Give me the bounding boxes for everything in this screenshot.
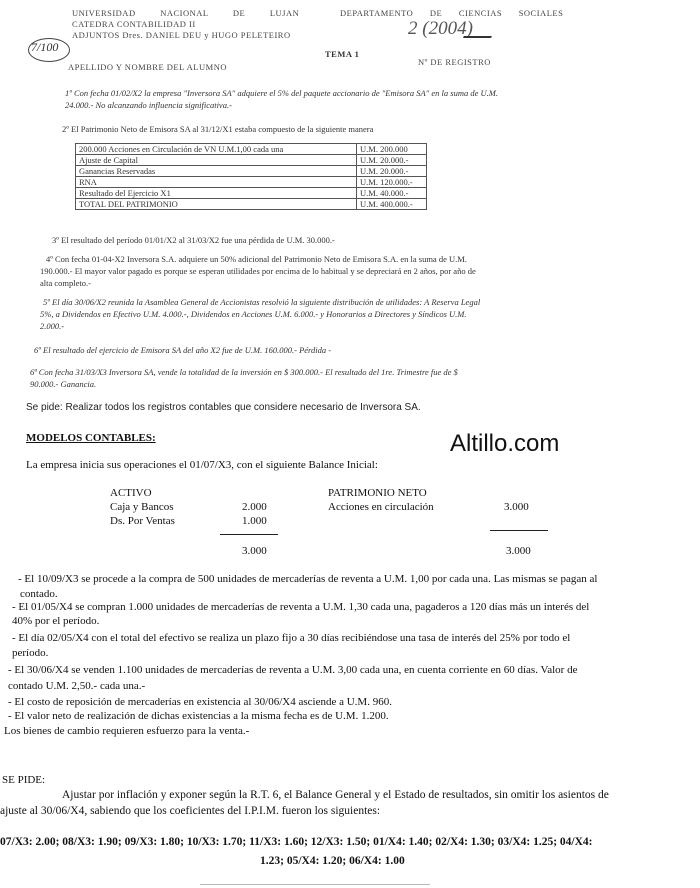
item-5-line-1: 5º El día 30/06/X2 reunida la Asamblea General de Accionistas resolvió la siguiente distribución de utilidades: A Reserva Legal [43,297,481,307]
assets-total: 3.000 [242,545,267,557]
equity-label: Ganancias Reservadas [76,166,357,177]
equity-table [75,143,427,210]
item-2: 2º El Patrimonio Neto de Emisora SA al 31/12/X1 estaba compuesto de la siguiente manera [62,124,374,134]
footer-rule [200,884,430,885]
operation-line: - El día 02/05/X4 con el total del efectivo se realiza un plazo fijo a 30 días recibiéndose una tasa de interés del 25% por todo el [12,632,571,644]
asset-value: 1.000 [242,515,267,527]
operation-line: Los bienes de cambio requieren esfuerzo para la venta.- [4,725,250,737]
operation-line: contado U.M. 2,50.- cada una.- [8,680,146,692]
equity-item-value: 3.000 [504,501,529,513]
item-7-line-2: 90.000.- Ganancia. [30,379,97,389]
equity-value: U.M. 20.000.- [357,155,427,166]
item-4-line-3: alta completo.- [40,278,91,288]
item-5-line-2: 5%, a Dividendos en Efectivo U.M. 4.000.-, Dividendos en Acciones U.M. 6.000.- y Honorarios a Directores y Síndicos U.M. [40,309,467,319]
task-line-2: ajuste al 30/06/X4, sabiendo que los coeficientes del I.P.I.M. fueron los siguientes: [0,805,381,817]
table-row [76,177,427,188]
operation-line: - El valor neto de realización de dichas existencias a la misma fecha es de U.M. 1.200. [8,710,389,722]
operation-line: contado. [20,588,58,600]
equity-label: TOTAL DEL PATRIMONIO [76,199,357,210]
signature-scribble [463,22,497,38]
equity-label: Resultado del Ejercicio X1 [76,188,357,199]
handwritten-code: 2 (2004) [408,18,473,39]
operation-line: 40% por el período. [12,615,100,627]
item-4-line-2: 190.000.- El mayor valor pagado es porque se esperan utilidades por encima de lo habitual y se depreciará en 2 años, por año de [40,266,476,276]
asset-label: Caja y Bancos [110,501,174,513]
operation-line: - El 10/09/X3 se procede a la compra de 500 unidades de mercaderías de reventa a U.M. 1,00 por cada una. Las mismas se pagan al [18,573,598,585]
student-name-label: APELLIDO Y NOMBRE DEL ALUMNO [68,62,227,72]
coefficients-line-2: 1.23; 05/X4: 1.20; 06/X4: 1.00 [260,855,405,867]
intro-line: La empresa inicia sus operaciones el 01/07/X3, con el siguiente Balance Inicial: [26,459,378,471]
equity-total: 3.000 [506,545,531,557]
item-1-line-2: 24.000.- No alcanzando influencia significativa.- [65,100,232,110]
coefficients-line-1: 07/X3: 2.00; 08/X3: 1.90; 09/X3: 1.80; 10/X3: 1.70; 11/X3: 1.60; 12/X3: 1.50; 01/X4: 1.40; 02/X4: 1.30; 03/X4: 1.25; 04/X4: [0,836,593,848]
table-row [76,199,427,210]
item-1-line-1: 1º Con fecha 01/02/X2 la empresa "Inversora SA" adquiere el 5% del paquete accionario de "Emisora SA" en la suma de U.M. [65,88,498,98]
equity-label: RNA [76,177,357,188]
equity-value: U.M. 20.000.- [357,166,427,177]
operation-line: - El costo de reposición de mercaderías en existencia al 30/06/X4 asciende a U.M. 960. [8,696,392,708]
operation-line: - El 30/06/X4 se venden 1.100 unidades de mercaderías de reventa a U.M. 3,00 cada una, en cuenta corriente en 60 días. Valor de [8,664,578,676]
operation-line: período. [12,647,49,659]
equity-item-label: Acciones en circulación [328,501,434,513]
chair-name: CATEDRA CONTABILIDAD II [72,19,196,29]
item-3: 3º El resultado del período 01/01/X2 al 31/03/X2 fue una pérdida de U.M. 30.000.- [52,235,335,245]
department-name: DEPARTAMENTO DE CIENCIAS SOCIALES [340,8,564,18]
models-heading: MODELOS CONTABLES: [26,432,156,444]
equity-label: Ajuste de Capital [76,155,357,166]
table-row [76,155,427,166]
equity-total-rule [490,530,548,531]
equity-value: U.M. 400.000.- [357,199,427,210]
assets-total-rule [220,534,278,535]
watermark-text: Altillo.com [450,430,560,457]
assets-title: ACTIVO [110,487,152,499]
item-4-line-1: 4º Con fecha 01-04-X2 Inversora S.A. adquiere un 50% adicional del Patrimonio Neto de Emisora S.A. en la suma de U.M. [46,254,467,264]
topic-label: TEMA 1 [325,49,360,59]
task-line-1: Ajustar por inflación y exponer según la R.T. 6, el Balance General y el Estado de resultados, sin omitir los asientos de [62,789,609,801]
table-row [76,144,427,155]
equity-value: U.M. 200.000 [357,144,427,155]
equity-title: PATRIMONIO NETO [328,487,427,499]
se-pide-label: SE PIDE: [2,774,46,786]
item-5-line-3: 2.000.- [40,321,65,331]
table-row [76,166,427,177]
equity-value: U.M. 120.000.- [357,177,427,188]
table-row [76,188,427,199]
operation-line: - El 01/05/X4 se compran 1.000 unidades de mercaderías de reventa a U.M. 1,30 cada una, pagaderos a 120 días más un interés del [12,601,590,613]
asset-label: Ds. Por Ventas [110,515,175,527]
request-line: Se pide: Realizar todos los registros contables que considere necesario de Inversora SA. [26,402,421,413]
assistants-line: ADJUNTOS Dres. DANIEL DEU y HUGO PELETEIRO [72,30,291,40]
item-6: 6º El resultado del ejercicio de Emisora SA del año X2 fue de U.M. 160.000.- Pérdida - [34,345,332,355]
grade-mark: 7/100 [31,40,59,54]
register-label: Nº DE REGISTRO [418,57,491,67]
university-name: UNIVERSIDAD NACIONAL DE LUJAN [72,8,300,18]
equity-value: U.M. 40.000.- [357,188,427,199]
equity-label: 200.000 Acciones en Circulación de VN U.M.1,00 cada una [76,144,357,155]
item-7-line-1: 6ª Con fecha 31/03/X3 Inversora SA, vende la totalidad de la inversión en $ 300.000.- El resultado del 1re. Trimestre fue de $ [30,367,458,377]
asset-value: 2.000 [242,501,267,513]
